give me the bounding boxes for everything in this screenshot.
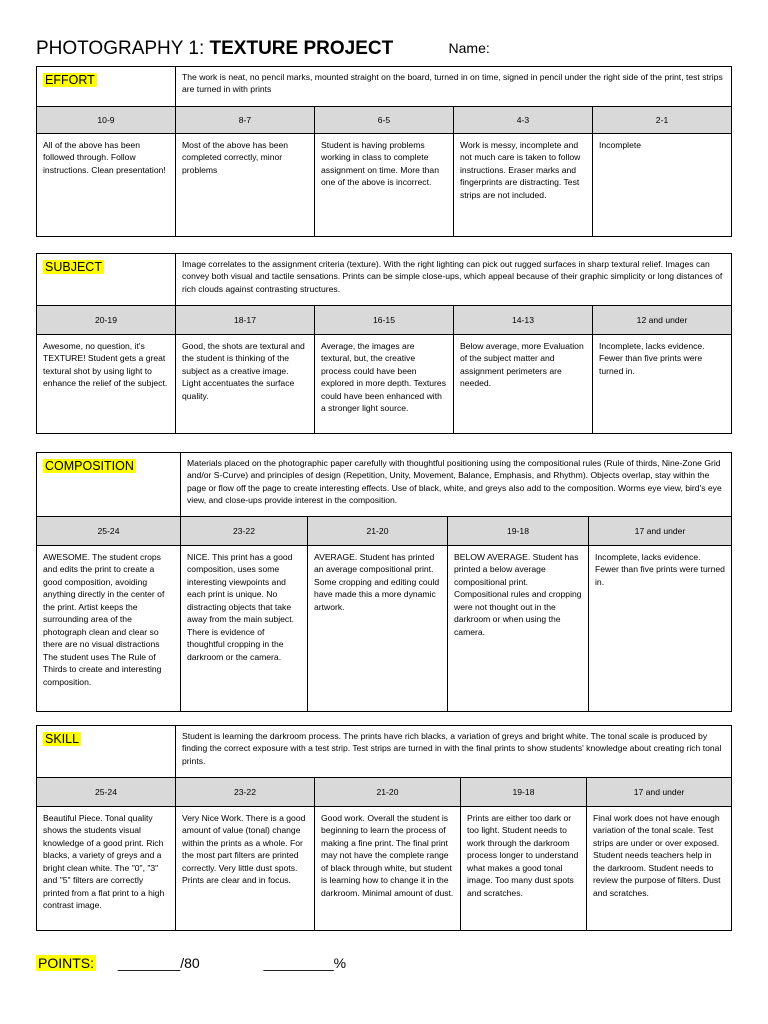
score-range: 18-17 <box>176 306 315 335</box>
composition-rubric <box>36 452 732 712</box>
category-label: SKILL <box>37 726 176 778</box>
criteria-cell: Very Nice Work. There is a good amount of value (tonal) change within the prints as a whole. For the most part filters are printed correctly. Very little dust spots. Prints are clear and in focus. <box>176 807 315 931</box>
criteria-cell: Incomplete, lacks evidence. Fewer than five prints were turned in. <box>593 335 732 434</box>
score-range: 19-18 <box>461 778 587 807</box>
score-range: 20-19 <box>37 306 176 335</box>
criteria-cell: AWESOME. The student crops and edits the print to create a good composition, avoiding anything directly in the center of the print. Artist keeps the surrounding area of the photograph clean and clear so there are no visual distractions The student uses The Rule of Thirds to create and interesting composition. <box>37 546 181 712</box>
score-range: 17 and under <box>589 517 732 546</box>
points-blank: ________/80 <box>117 955 200 971</box>
category-label: EFFORT <box>37 67 176 107</box>
criteria-cell: Incomplete, lacks evidence. Fewer than five prints were turned in. <box>589 546 732 712</box>
criteria-cell: BELOW AVERAGE. Student has printed a below average compositional print. Compositional rules and cropping were not thought out in the darkroom or when using the camera. <box>448 546 589 712</box>
criteria-cell: Student is having problems working in class to complete assignment on time. More than one of the above is incorrect. <box>315 134 454 237</box>
category-description: Materials placed on the photographic paper carefully with thoughtful positioning using the compositional rules (Rule of thirds, Nine-Zone Grid and/or S-Curve) and principles of design (Repetition, Unity, Movement, Balance, Emphasis, and Rhythm). Objects overlap, stay within the page or flow off the page to create interesting effects. Use of black, white, and greys also add to the composition. Worms eye view, bird's eye view, and close-ups provide interest in the composition. <box>181 453 732 517</box>
score-range: 25-24 <box>37 517 181 546</box>
title-bold: TEXTURE PROJECT <box>209 38 394 59</box>
criteria-cell: All of the above has been followed through. Follow instructions. Clean presentation! <box>37 134 176 237</box>
criteria-cell: Average, the images are textural, but, the creative process could have been explored in more depth. Textures could have been enhanced with a stronger light source. <box>315 335 454 434</box>
category-label: SUBJECT <box>37 254 176 306</box>
score-range: 23-22 <box>176 778 315 807</box>
score-range: 21-20 <box>308 517 448 546</box>
points-footer <box>36 955 346 971</box>
score-range: 16-15 <box>315 306 454 335</box>
name-label: Name: <box>448 40 490 56</box>
criteria-cell: Final work does not have enough variation of the tonal scale. Test strips are under or over exposed. Student needs teachers help in the darkroom. Student needs to review the purpose of filters. Dust and scratches. <box>587 807 732 931</box>
page-title <box>36 38 490 64</box>
criteria-cell: Good, the shots are textural and the student is thinking of the subject as a creative image. Light accentuates the surface quality. <box>176 335 315 434</box>
criteria-cell: Beautiful Piece. Tonal quality shows the students visual knowledge of a good print. Rich blacks, a variety of greys and a bright clean white. The "0", "3" and "5" filters are correctly printed from a flat print to a high contrast image. <box>37 807 176 931</box>
criteria-cell: Below average, more Evaluation of the subject matter and assignment perimeters are needed. <box>454 335 593 434</box>
score-range: 25-24 <box>37 778 176 807</box>
criteria-cell: Prints are either too dark or too light. Student needs to work through the darkroom process longer to understand what makes a good tonal image. Too many dust spots and scratches. <box>461 807 587 931</box>
score-range: 6-5 <box>315 107 454 134</box>
score-range: 4-3 <box>454 107 593 134</box>
skill-rubric <box>36 725 732 931</box>
score-range: 14-13 <box>454 306 593 335</box>
score-range: 19-18 <box>448 517 589 546</box>
effort-rubric <box>36 66 732 237</box>
points-label: POINTS: <box>38 955 95 971</box>
score-range: 21-20 <box>315 778 461 807</box>
criteria-cell: NICE. This print has a good composition, uses some interesting viewpoints and each print is unique. No distracting objects that take away from the main subject. There is evidence of thoughtful cropping in the darkroom or the camera. <box>181 546 308 712</box>
criteria-cell: Incomplete <box>593 134 732 237</box>
category-description: Image correlates to the assignment criteria (texture). With the right lighting can pick out rugged surfaces in sharp textural relief. Images can convey both visual and tactile sensations. Prints can be simple close-ups, which appeal because of their graphic simplicity or long distances of rich clouds against contrasting structures. <box>176 254 732 306</box>
criteria-cell: Most of the above has been completed correctly, minor problems <box>176 134 315 237</box>
category-description: The work is neat, no pencil marks, mounted straight on the board, turned in on time, signed in pencil under the right side of the print, test strips are turned in with prints <box>176 67 732 107</box>
title-regular: PHOTOGRAPHY 1: <box>36 38 205 59</box>
score-range: 23-22 <box>181 517 308 546</box>
category-label: COMPOSITION <box>37 453 181 517</box>
score-range: 12 and under <box>593 306 732 335</box>
subject-rubric <box>36 253 732 434</box>
criteria-cell: Good work. Overall the student is beginning to learn the process of making a fine print. The final print may not have the complete range of black through white, but student is learning how to change it in the darkroom. Minimal amount of dust. <box>315 807 461 931</box>
category-description: Student is learning the darkroom process. The prints have rich blacks, a variation of greys and bright white. The tonal scale is produced by finding the correct exposure with a test strip. Test strips are turned in with the final prints to show students' knowledge about creating rich tonal prints. <box>176 726 732 778</box>
criteria-cell: AVERAGE. Student has printed an average compositional print. Some cropping and editing could have made this a more dynamic artwork. <box>308 546 448 712</box>
percent-blank: _________% <box>263 955 347 971</box>
score-range: 10-9 <box>37 107 176 134</box>
criteria-cell: Awesome, no question, it's TEXTURE! Student gets a great textural shot by using light to enhance the relief of the subject. <box>37 335 176 434</box>
score-range: 2-1 <box>593 107 732 134</box>
score-range: 8-7 <box>176 107 315 134</box>
score-range: 17 and under <box>587 778 732 807</box>
criteria-cell: Work is messy, incomplete and not much care is taken to follow instructions. Eraser marks and fingerprints are distracting. Test strips are not included. <box>454 134 593 237</box>
